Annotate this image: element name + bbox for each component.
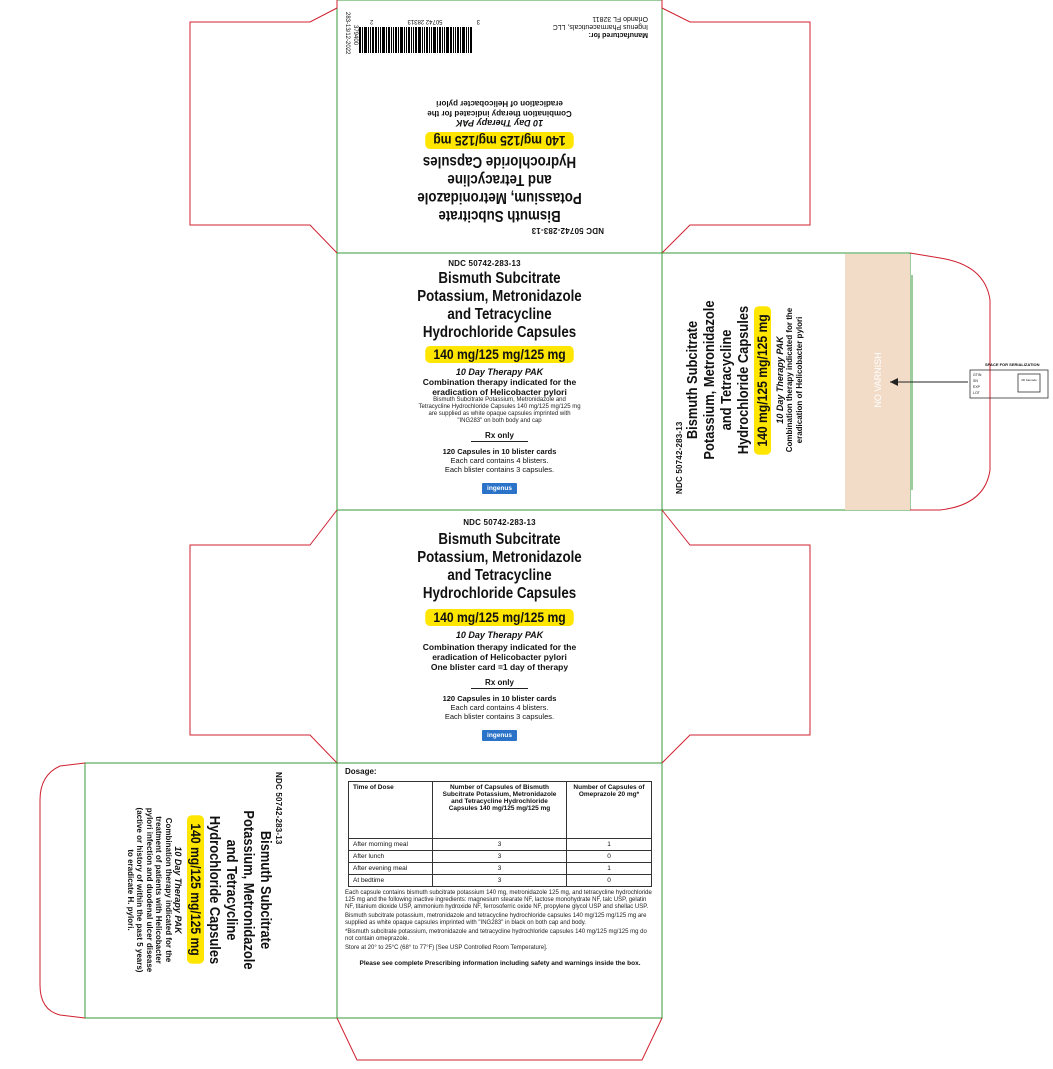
dosage-panel (345, 767, 655, 967)
left-side-panel (126, 762, 283, 1018)
barcode-digits: 3 50742 28313 2 (370, 18, 480, 24)
front-panel (337, 256, 662, 510)
product-title: Bismuth Subcitrate Potassium, Metronidazole and Tetracycline Hydrochloride Capsules (684, 300, 752, 460)
strength-badge: 140 mg/125 mg/125 mg (187, 816, 204, 965)
strength-badge: 140 mg/125 mg/125 mg (425, 132, 574, 149)
serialization-fields: GTIN SN EXP LOT (973, 373, 982, 395)
lot-code: 283-13/12-2022 (344, 12, 350, 55)
therapy-label: 10 Day Therapy PAK (173, 846, 183, 934)
upc-barcode (358, 27, 472, 53)
supplied-text: Bismuth subcitrate potassium, metronidazole and tetracycline hydrochloride capsules 140 mg/125 mg/125 mg are supplied as white opaque capsules imprinted with "ING283" in black on both cap and body. (345, 913, 647, 926)
manufacturer-info: Manufactured for: Ingenus Pharmaceuticals, LLC Orlando FL 32811 (552, 15, 648, 38)
product-title: Bismuth Subcitrate Potassium, Metronidazole and Tetracycline Hydrochloride Capsules (417, 270, 582, 341)
product-title: Bismuth Subcitrate Potassium, Metronidazole and Tetracycline Hydrochloride Capsules (417, 153, 582, 224)
strength-badge: 140 mg/125 mg/125 mg (754, 306, 771, 455)
blister-info: Each blister contains 3 capsules. (444, 712, 555, 721)
header-omeprazole: Number of Capsules of Omeprazole 20 mg* (567, 782, 652, 839)
product-title: Bismuth Subcitrate Potassium, Metronidazole and Tetracycline Hydrochloride Capsules (206, 810, 274, 970)
combo-text: Combination therapy indicated for the eradication of Helicobacter pylori (422, 377, 577, 397)
capsule-count: 120 Capsules in 10 blister cards (442, 447, 557, 456)
dosage-heading: Dosage: (345, 767, 377, 776)
header-time: Time of Dose (349, 782, 433, 839)
rx-only: Rx only (471, 677, 528, 689)
card-info: Each card contains 4 blisters. (450, 703, 549, 712)
dosage-table (348, 781, 652, 887)
omeprazole-note: *Bismuth subcitrate potassium, metronidazole and tetracycline hydrochloride capsules 140 mg/125 mg/125 mg do not contain omeprazole. (345, 929, 647, 942)
storage-text: Store at 20° to 25°C (68° to 77°F) [See USP Controlled Room Temperature]. (345, 945, 548, 951)
ndc-label: NDC 50742-283-13 (448, 259, 521, 268)
back-panel (337, 516, 662, 763)
table-row: After evening meal 3 1 (349, 863, 652, 875)
top-panel (337, 0, 662, 253)
prescribing-footer: Please see complete Prescribing information including safety and warnings inside the box. (359, 960, 641, 967)
ndc-label: NDC 50742-283-13 (274, 772, 283, 845)
therapy-label: 10 Day Therapy PAK (775, 336, 785, 424)
ingenus-logo: ingenus (482, 730, 517, 741)
item-code: 379400 (352, 25, 358, 46)
capsule-count: 120 Capsules in 10 blister cards (442, 694, 557, 703)
table-row: After morning meal 3 1 (349, 839, 652, 851)
ingenus-logo: ingenus (482, 483, 517, 494)
blister-info: Each blister contains 3 capsules. (444, 465, 555, 474)
product-title: Bismuth Subcitrate Potassium, Metronidazole and Tetracycline Hydrochloride Capsules (417, 531, 582, 602)
combo-text: Combination therapy indicated for the eradication of Helicobacter pylori (785, 307, 804, 453)
capsule-description: Bismuth Subcitrate Potassium, Metronidazole and Tetracycline Hydrochloride Capsules 140 mg/125 mg/125 mg are supplied as white opaque capsules imprinted with "ING283" on both body and cap (418, 397, 581, 424)
ndc-label: NDC 50742-283-13 (463, 518, 536, 527)
ndc-label: NDC 50742-283-13 (675, 421, 684, 494)
combo-text: Combination therapy indicated for the treatment of patients with Helicobacter pylori infection and duodenal ulcer disease (active or history of within the past 5 years) to eradicate H. pylori. (126, 807, 173, 973)
combo-text: Combination therapy indicated for the eradication of Helicobacter pylori (427, 99, 572, 118)
ingredients-text: Each capsule contains bismuth subcitrate potassium 140 mg, metronidazole 125 mg, and tetracycline hydrochloride 125 mg and the following inactive ingredients: magnesium stearate NF, lactose monohydrate NF, talc USP, gelatin NF, titanium dioxide USP, ammonium hydroxide NF, ferrosoferric oxide NF, propylene glycol USP and shellac USP. (345, 890, 652, 910)
therapy-label: 10 Day Therapy PAK (455, 630, 544, 640)
serialization-label: SPACE FOR SERIALIZATION (985, 362, 1040, 367)
combo-text: Combination therapy indicated for the eradication of Helicobacter pylori One blister card =1 day of therapy (422, 642, 577, 672)
no-varnish-label: NO VARNISH (873, 352, 883, 408)
strength-badge: 140 mg/125 mg/125 mg (425, 609, 574, 626)
ndc-label: NDC 50742-283-13 (531, 226, 604, 235)
strength-badge: 140 mg/125 mg/125 mg (425, 346, 574, 363)
rx-only: Rx only (471, 430, 528, 442)
2d-barcode-placeholder: 2D barcode (1021, 378, 1037, 382)
table-row: At bedtime 3 0 (349, 875, 652, 887)
therapy-label: 10 Day Therapy PAK (455, 118, 544, 128)
header-capsules: Number of Capsules of Bismuth Subcitrate Potassium, Metronidazole and Tetracycline Hydrochloride Capsules 140 mg/125 mg/125 mg (433, 782, 567, 839)
right-side-panel (675, 252, 835, 508)
table-row: After lunch 3 0 (349, 851, 652, 863)
table-header-row (349, 782, 652, 839)
therapy-label: 10 Day Therapy PAK (455, 367, 544, 377)
card-info: Each card contains 4 blisters. (450, 456, 549, 465)
